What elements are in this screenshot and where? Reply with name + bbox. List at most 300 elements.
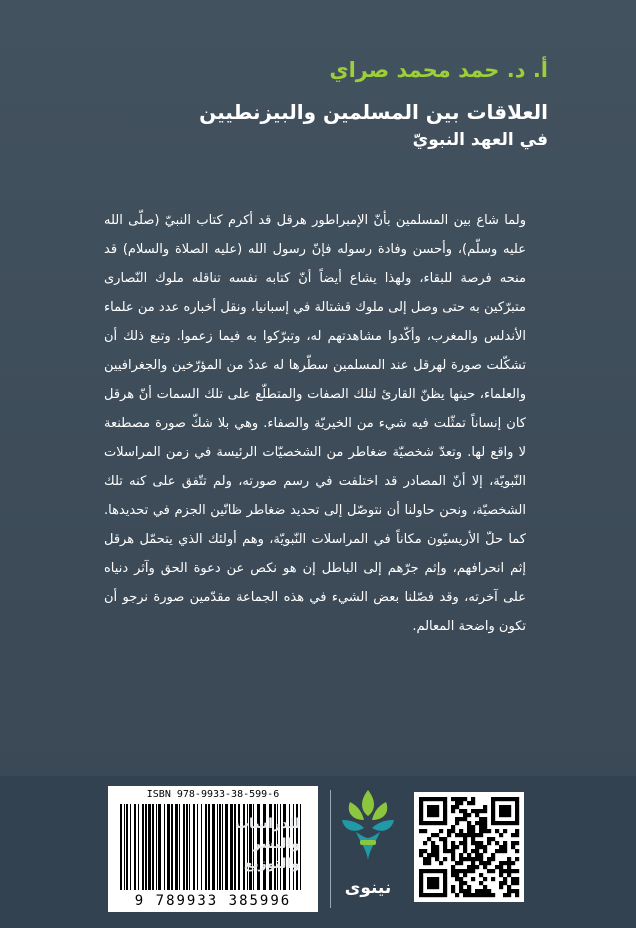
qr-module [483, 817, 487, 821]
qr-module [431, 809, 435, 813]
qr-module [427, 853, 431, 857]
qr-module [471, 801, 475, 805]
qr-module [491, 893, 495, 897]
qr-module [503, 813, 507, 817]
qr-module [451, 797, 455, 801]
qr-module [419, 885, 423, 889]
divider [330, 790, 331, 908]
qr-module [463, 817, 467, 821]
qr-module [451, 857, 455, 861]
barcode-bar [158, 804, 161, 890]
barcode-bar [219, 804, 221, 890]
ninawa-flower-logo-icon [336, 786, 400, 878]
qr-module [487, 869, 491, 873]
qr-module [451, 809, 455, 813]
qr-module [463, 833, 467, 837]
barcode-bar [300, 804, 301, 890]
qr-module [463, 845, 467, 849]
qr-module [503, 821, 507, 825]
qr-module [511, 845, 515, 849]
barcode-bar [208, 804, 210, 890]
barcode-bar [197, 804, 198, 890]
qr-module [479, 809, 483, 813]
qr-module [427, 821, 431, 825]
qr-module [467, 813, 471, 817]
qr-module [495, 865, 499, 869]
qr-module [455, 821, 459, 825]
book-title: العلاقات بين المسلمين والبيزنطيين [199, 100, 548, 124]
qr-module [455, 877, 459, 881]
qr-module [427, 809, 431, 813]
qr-module [427, 881, 431, 885]
qr-module [479, 825, 483, 829]
barcode-bar [186, 804, 188, 890]
qr-module [451, 853, 455, 857]
qr-module [443, 873, 447, 877]
qr-module [483, 889, 487, 893]
qr-module [491, 837, 495, 841]
qr-module [499, 809, 503, 813]
qr-module [443, 837, 447, 841]
qr-module [439, 821, 443, 825]
qr-module [511, 877, 515, 881]
qr-module [451, 805, 455, 809]
qr-module [491, 857, 495, 861]
publisher-tagline [234, 814, 300, 874]
qr-module [515, 877, 519, 881]
qr-module [479, 881, 483, 885]
qr-module [495, 829, 499, 833]
qr-module [439, 837, 443, 841]
barcode-bar [225, 804, 228, 890]
barcode-bar [205, 804, 207, 890]
qr-module [467, 865, 471, 869]
qr-module [471, 837, 475, 841]
barcode-bar [148, 804, 151, 890]
barcode-bar [222, 804, 223, 890]
qr-module [443, 805, 447, 809]
qr-module [451, 825, 455, 829]
qr-module [475, 865, 479, 869]
qr-module [475, 833, 479, 837]
tagline-line: للدراسات [234, 816, 300, 832]
qr-module [419, 797, 423, 801]
qr-module [479, 817, 483, 821]
qr-module [427, 813, 431, 817]
qr-module [499, 865, 503, 869]
qr-module [503, 849, 507, 853]
qr-module [471, 833, 475, 837]
qr-module [499, 833, 503, 837]
qr-module [475, 889, 479, 893]
qr-module [507, 889, 511, 893]
qr-module [483, 825, 487, 829]
qr-module [451, 865, 455, 869]
qr-module [515, 849, 519, 853]
qr-module [487, 841, 491, 845]
qr-module [515, 869, 519, 873]
qr-module [495, 797, 499, 801]
barcode-bar [217, 804, 218, 890]
qr-module [455, 833, 459, 837]
qr-module [471, 829, 475, 833]
qr-module [459, 841, 463, 845]
qr-module [471, 849, 475, 853]
barcode-bar [138, 804, 139, 890]
qr-module [467, 825, 471, 829]
qr-module [463, 873, 467, 877]
qr-module [511, 797, 515, 801]
qr-module [423, 849, 427, 853]
qr-module [459, 857, 463, 861]
qr-module [491, 797, 495, 801]
qr-module [419, 817, 423, 821]
qr-module [419, 849, 423, 853]
qr-module [499, 813, 503, 817]
qr-module [471, 869, 475, 873]
qr-module [483, 849, 487, 853]
barcode-bar [193, 804, 195, 890]
qr-module [435, 833, 439, 837]
qr-module [443, 809, 447, 813]
barcode-bar [164, 804, 165, 890]
qr-module [423, 821, 427, 825]
qr-module [483, 885, 487, 889]
qr-module [435, 797, 439, 801]
qr-module [423, 893, 427, 897]
qr-module [495, 841, 499, 845]
qr-module [419, 893, 423, 897]
qr-module [451, 829, 455, 833]
qr-module [435, 869, 439, 873]
qr-module [435, 809, 439, 813]
qr-module [511, 881, 515, 885]
qr-module [455, 869, 459, 873]
qr-module [515, 805, 519, 809]
qr-module [487, 829, 491, 833]
qr-module [431, 869, 435, 873]
qr-module [419, 889, 423, 893]
qr-module [459, 833, 463, 837]
qr-module [419, 829, 423, 833]
qr-module [479, 853, 483, 857]
qr-module [475, 845, 479, 849]
qr-module [459, 797, 463, 801]
qr-module [459, 861, 463, 865]
qr-module [475, 893, 479, 897]
qr-module [491, 805, 495, 809]
qr-module [443, 893, 447, 897]
qr-module [443, 813, 447, 817]
qr-module [451, 849, 455, 853]
qr-module [503, 829, 507, 833]
qr-module [503, 861, 507, 865]
qr-module [427, 877, 431, 881]
qr-module [463, 841, 467, 845]
qr-module [455, 873, 459, 877]
tagline-line: والنشر [252, 836, 300, 852]
bottom-band [0, 776, 636, 928]
barcode-bar [126, 804, 128, 890]
qr-module [491, 877, 495, 881]
qr-module [451, 845, 455, 849]
qr-module [503, 881, 507, 885]
qr-module [507, 873, 511, 877]
qr-module [459, 869, 463, 873]
qr-module [463, 809, 467, 813]
qr-module [459, 877, 463, 881]
qr-module [459, 885, 463, 889]
qr-module [515, 817, 519, 821]
qr-module [479, 833, 483, 837]
qr-module [419, 813, 423, 817]
qr-code [414, 792, 524, 902]
qr-module [507, 809, 511, 813]
qr-module [451, 869, 455, 873]
qr-module [423, 797, 427, 801]
qr-module [487, 893, 491, 897]
qr-code-icon [414, 792, 524, 902]
barcode-bar [179, 804, 180, 890]
publisher-name: نينوى [344, 878, 392, 898]
barcode-bar [152, 804, 154, 890]
qr-module [479, 861, 483, 865]
qr-module [427, 857, 431, 861]
qr-module [515, 809, 519, 813]
barcode-bar [167, 804, 170, 890]
qr-module [475, 809, 479, 813]
qr-module [471, 861, 475, 865]
qr-module [507, 821, 511, 825]
barcode-bar [142, 804, 144, 890]
barcode-bar [189, 804, 190, 890]
qr-module [431, 845, 435, 849]
qr-module [463, 857, 467, 861]
barcode-bar [175, 804, 178, 890]
qr-module [459, 881, 463, 885]
qr-module [507, 805, 511, 809]
barcode-bar [124, 804, 125, 890]
qr-module [471, 841, 475, 845]
qr-module [471, 797, 475, 801]
blurb-text: ولما شاع بين المسلمين بأنّ الإمبراطور هرقل قد أكرم كتاب النبيّ (صلّى الله عليه وسلّم)، وأحسن وفادة رسوله فإنّ رسول الله (عليه الصلاة والسلام) قد منحه فرصة للبقاء، ولهذا يشاع أيضاً أنّ كتابه نفسه تناقله ملوك النّصارى متبرّكين به حتى وصل إلى ملوك قشتالة في إسبانيا، ونقل أخباره عدد من علماء الأندلس والمغرب، وأكّدوا مشاهدتهم له، وتبرّكوا به فيما زعموا. وتبع ذلك أن تشكّلت صورة لهرقل عند المسلمين سطّرها له عددٌ من المؤرّخين والجغرافيين والعلماء، حينها يظنّ القارئ لتلك الصفات والمتطلّع على تلك السمات أنّ هرقل كان إنساناً تمثّلت فيه شيء من الخيريّة والصفاء. وهي بلا شكّ صورة مصطنعة لا واقع لها. وتعدّ شخصيّة ضغاطر من الشخصيّات الرئيسة في زمن المراسلات النّبويّة، إلا أنّ المصادر قد اختلفت في رسم صورته، ولم تتّفق على كنه تلك الشخصيّة، ونحن حاولنا أن نتوصّل إلى تحديد ضغاطر ظانّين الجزم في تحديدها. كما حلّ الأريسيّون مكاناً في المراسلات النّبويّة، وهم أولئك الذي يتحمّل هرقل إثم انحرافهم، وإثم جرّهم إلى الباطل إن هو نكص عن دعوة الحق وآثر دنياه على آخرته، وقد فصّلنا بعض الشيء في هذه الجماعة مقدّمين صورة نرجو أن تكون واضحة المعالم. [104, 213, 526, 634]
qr-module [507, 893, 511, 897]
qr-module [471, 865, 475, 869]
qr-module [507, 797, 511, 801]
qr-module [435, 853, 439, 857]
qr-module [459, 817, 463, 821]
qr-module [423, 869, 427, 873]
qr-module [499, 873, 503, 877]
qr-module [483, 845, 487, 849]
qr-module [443, 845, 447, 849]
qr-module [419, 821, 423, 825]
qr-module [427, 869, 431, 873]
qr-module [455, 817, 459, 821]
qr-module [515, 841, 519, 845]
qr-module [443, 841, 447, 845]
qr-module [515, 821, 519, 825]
qr-module [507, 857, 511, 861]
qr-module [443, 797, 447, 801]
qr-module [459, 853, 463, 857]
qr-module [511, 841, 515, 845]
qr-module [435, 885, 439, 889]
qr-module [511, 889, 515, 893]
qr-module [467, 801, 471, 805]
qr-module [439, 861, 443, 865]
qr-module [431, 805, 435, 809]
qr-module [463, 893, 467, 897]
qr-module [435, 849, 439, 853]
qr-module [487, 857, 491, 861]
qr-module [419, 873, 423, 877]
qr-module [475, 821, 479, 825]
isbn-label: ISBN 978-9933-38-599-6 [146, 789, 280, 800]
qr-module [483, 829, 487, 833]
qr-module [515, 889, 519, 893]
qr-module [515, 797, 519, 801]
qr-module [499, 849, 503, 853]
barcode-bar [201, 804, 202, 890]
qr-module [515, 813, 519, 817]
qr-module [459, 809, 463, 813]
qr-module [427, 861, 431, 865]
qr-module [431, 841, 435, 845]
qr-module [427, 837, 431, 841]
qr-module [419, 881, 423, 885]
qr-module [443, 801, 447, 805]
qr-module [459, 801, 463, 805]
qr-module [435, 857, 439, 861]
qr-module [475, 857, 479, 861]
isbn-digits: 9 789933 385996 [134, 893, 292, 909]
qr-module [515, 833, 519, 837]
qr-module [471, 857, 475, 861]
qr-module [431, 813, 435, 817]
qr-module [443, 849, 447, 853]
qr-module [503, 869, 507, 873]
qr-module [475, 849, 479, 853]
qr-module [447, 829, 451, 833]
qr-module [455, 801, 459, 805]
qr-module [463, 813, 467, 817]
qr-module [471, 809, 475, 813]
barcode-bar [130, 804, 131, 890]
qr-module [431, 893, 435, 897]
qr-module [491, 853, 495, 857]
qr-module [503, 809, 507, 813]
qr-module [479, 889, 483, 893]
qr-module [423, 829, 427, 833]
qr-module [475, 841, 479, 845]
barcode-bar [134, 804, 136, 890]
qr-module [483, 865, 487, 869]
qr-module [471, 893, 475, 897]
qr-module [463, 889, 467, 893]
qr-module [431, 821, 435, 825]
qr-module [479, 841, 483, 845]
qr-module [431, 797, 435, 801]
qr-module [487, 861, 491, 865]
qr-module [479, 821, 483, 825]
qr-module [447, 849, 451, 853]
qr-module [463, 849, 467, 853]
qr-module [491, 821, 495, 825]
qr-module [419, 801, 423, 805]
qr-module [439, 797, 443, 801]
qr-module [483, 809, 487, 813]
qr-module [435, 821, 439, 825]
qr-module [479, 873, 483, 877]
qr-module [471, 825, 475, 829]
qr-module [507, 869, 511, 873]
qr-module [483, 877, 487, 881]
qr-module [443, 817, 447, 821]
barcode-bar [120, 804, 122, 890]
qr-module [491, 809, 495, 813]
qr-module [455, 805, 459, 809]
qr-module [427, 893, 431, 897]
tagline-line: والتوزيع [243, 856, 300, 872]
qr-module [487, 889, 491, 893]
qr-module [467, 869, 471, 873]
qr-module [511, 869, 515, 873]
qr-module [499, 845, 503, 849]
qr-module [507, 861, 511, 865]
qr-module [455, 893, 459, 897]
qr-module [443, 885, 447, 889]
qr-module [431, 881, 435, 885]
qr-module [503, 845, 507, 849]
qr-module [511, 821, 515, 825]
qr-module [439, 829, 443, 833]
qr-module [511, 861, 515, 865]
qr-module [499, 821, 503, 825]
qr-module [479, 857, 483, 861]
qr-module [443, 877, 447, 881]
barcode-bar [183, 804, 185, 890]
qr-module [439, 893, 443, 897]
qr-module [475, 853, 479, 857]
qr-module [451, 841, 455, 845]
qr-module [499, 885, 503, 889]
qr-module [443, 869, 447, 873]
barcode-bar [230, 804, 233, 890]
qr-module [455, 845, 459, 849]
qr-module [419, 853, 423, 857]
qr-module [515, 801, 519, 805]
qr-module [467, 821, 471, 825]
qr-module [435, 877, 439, 881]
barcode-bar [156, 804, 157, 890]
qr-module [435, 813, 439, 817]
qr-module [423, 857, 427, 861]
qr-module [491, 869, 495, 873]
qr-module [467, 885, 471, 889]
qr-module [451, 885, 455, 889]
author-name: أ. د. حمد محمد صراي [329, 58, 548, 82]
qr-module [455, 861, 459, 865]
barcode-bar [145, 804, 147, 890]
qr-module [503, 841, 507, 845]
qr-module [495, 849, 499, 853]
qr-module [443, 821, 447, 825]
qr-module [435, 893, 439, 897]
qr-module [483, 805, 487, 809]
qr-module [451, 889, 455, 893]
qr-module [507, 813, 511, 817]
